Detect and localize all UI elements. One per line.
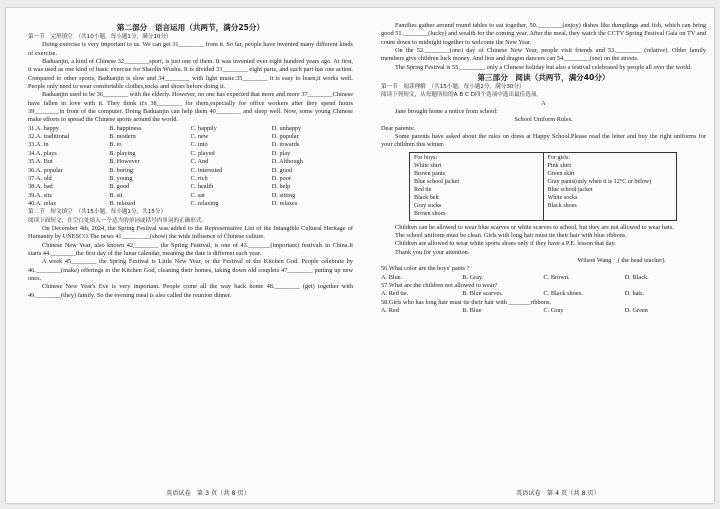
answer-choice: B. Blue — [462, 307, 482, 314]
section-title: 第一节 完形填空 （共10小题，每小题1分，满分10分） — [28, 34, 172, 40]
signature: Wilson Wang ( the head teacher). — [577, 256, 666, 264]
page-footer-right: 英语试卷 第 4 页（共 8 页） — [516, 490, 600, 497]
option-choice: 35.A. But — [28, 158, 53, 166]
cloze-paragraph: Doing exercise is very important to us. We can get 31________ from it. So far, people have invented many different kinds of exercise. — [28, 41, 353, 57]
question-options — [381, 274, 706, 282]
option-choice: C. sat — [190, 191, 205, 199]
question-stem: 57.What are the children not allowed to wear? — [381, 281, 498, 289]
part-title: 第二部分 语言运用（共两节，满分25分） — [116, 23, 265, 32]
option-choice: B. young — [109, 174, 133, 182]
option-choice: C. into — [190, 141, 208, 149]
girls-uniform-item: Pink shirt — [547, 162, 572, 169]
boys-uniform-item: Black belt — [414, 195, 439, 202]
girls-uniform-item: Gray pants(only when it is 12°C.or below) — [547, 179, 652, 186]
option-choice: B. good — [109, 183, 130, 191]
fill-paragraph: On December 4th, 2024, the Spring Festival was added to the Representative List of the Intangible Cultural Heritage of Humanity by UNESCO.The news 41_________(show) the wide influence of Chinese culture. — [28, 224, 353, 241]
uniform-table — [409, 152, 677, 221]
question-stem: 58.Girls who has long hair must tie their hair with _______ribbons. — [381, 298, 551, 306]
left-page — [28, 22, 353, 300]
notice-rule: Children are allowed to wear white sports shoes only if they have a P.E. lesson that day. — [395, 240, 616, 248]
girls-uniform-item: Green skirt — [547, 171, 575, 177]
questions — [381, 265, 706, 315]
option-row — [28, 133, 353, 141]
option-choice: C. played — [190, 149, 215, 157]
option-choice: D. Although — [271, 158, 303, 166]
answer-choice: C. Gray — [543, 307, 564, 314]
option-row — [28, 192, 353, 200]
girls-uniform-item: For girls: — [547, 154, 571, 161]
boys-uniform-item: For boys: — [414, 154, 438, 161]
boys-uniform-item: Brown shoes — [414, 211, 446, 218]
option-row — [28, 167, 353, 175]
girls-uniform-item: White socks — [547, 195, 578, 202]
girls-uniform-item: Black shoes — [547, 203, 577, 210]
option-choice: D. towards — [271, 141, 300, 149]
option-choice: 37.A. old — [28, 174, 52, 182]
boys-uniform-item: Brown pants — [414, 171, 445, 177]
answer-choice: B. Gray. — [462, 273, 484, 281]
question-options — [381, 290, 706, 298]
fill-paragraph: Families gather around round tables to eat together, 50.________(enjoy) dishes like dumplings and fish, which can bring good 51.________(lucky) and wealth for the coming year. After the meal, they watch the CCTV Spring Festival Gala on TV and count down to midnight together to welcome the New Year. — [381, 22, 706, 46]
option-choice: B. sit — [109, 191, 123, 199]
fill-paragraph: A week 45________ the Spring Festival is Little New Year, or the Festival of the Kitchen God. People celebrate by 46.________(make) offerings to the Kitchen God, cleaning their homes, taking down old couplets 47________ putting up new ones. — [28, 258, 353, 282]
notice-title: School Uniform Rules. — [514, 116, 573, 124]
answer-choice: A. Red tie. — [381, 290, 409, 298]
salutation: Dear parents: — [381, 124, 415, 132]
option-choice: B. happiness — [109, 124, 142, 132]
notice-rule: Children can be allowed to wear blue scarves or white scarves to school, but they are not allowed to wear hats. — [395, 223, 674, 231]
option-choice: 38.A. bad — [28, 183, 53, 191]
boys-uniform-item: Red tie — [414, 187, 432, 194]
option-choice: D. popular — [271, 133, 299, 141]
option-choice: C. new — [190, 133, 209, 141]
option-choice: C. And — [190, 158, 209, 166]
notice-rules — [381, 224, 706, 257]
option-choice: C. rich — [190, 174, 208, 182]
section-instruction: 阅读下列短文，从每题所给的A B C D四个选项中选出最佳选项。 — [381, 92, 543, 99]
question-options — [381, 307, 706, 315]
option-row — [28, 200, 353, 208]
option-choice: 33.A. in — [28, 141, 49, 149]
option-choice: B. relaxed — [109, 199, 136, 207]
exam-sheet — [6, 8, 714, 503]
option-choice: 31.A. happy — [28, 124, 59, 132]
section-title: 第二节 短文填空 （共15小题，每小题1分，共15分） — [28, 209, 167, 216]
option-choice: B. to — [109, 141, 122, 149]
option-row — [28, 150, 353, 158]
option-choice: C. interested — [190, 166, 223, 174]
option-choice: 32.A. traditional — [28, 133, 70, 141]
option-row — [28, 141, 353, 149]
fill-paragraph: The Spring Festival is 55.________ only a Chinese holiday but also a festival celebrated by people all over the world. — [395, 63, 692, 71]
fill-passage-cont — [381, 22, 706, 72]
boys-uniform-item: Blue school jacket — [414, 179, 460, 186]
option-choice: B. modern — [109, 133, 136, 141]
answer-choice: D. hats. — [624, 290, 645, 298]
option-choice: 34.A. plays — [28, 149, 57, 157]
option-row — [28, 125, 353, 133]
answer-choice: A. Blue. — [381, 273, 403, 281]
option-choice: D. sitting — [271, 191, 296, 199]
cloze-paragraph: Baduanjin, a kind of Chinese 32________sport, is just one of them. It was invented over eight hundred years ago. At first, it was used as one kind of basic exercise for Shaolin Wushu. It is divided 33________ eight parts, and each part has one action. Compared to other sports, Baduanjin is slow and 34________ with light music.35________ it is easy to learn,it works well. People only need to wear comfortable clothes,socks and shoes before doing it. — [28, 58, 353, 91]
fill-paragraph: Chinese New Year, also known 42________ the Spring Festival, is one of 43._______(important) festivals in China.It starts 44.________the first day of the lunar calendar, meaning the date is different each year. — [28, 241, 353, 257]
page-footer-left: 英语试卷 第 3 页（共 8 页） — [166, 490, 250, 497]
notice-paragraph: Some parents have asked about the rules on dress at Happy School.Please read the letter and buy the right uniforms for your children this winter. — [381, 133, 706, 149]
answer-choice: C. Brown. — [543, 273, 570, 281]
part-title: 第三部分 阅读（共两节，满分40分） — [477, 73, 610, 83]
notice-rule: Thank you for your attention. — [395, 248, 470, 256]
option-choice: 36.A. popular — [28, 166, 63, 174]
option-row — [28, 183, 353, 191]
option-row — [28, 158, 353, 166]
option-choice: B. playing — [109, 149, 136, 157]
answer-choice: B. Blue scarves. — [462, 290, 504, 298]
answer-choice: C. Black shoes. — [543, 290, 583, 298]
option-choice: D. good — [271, 166, 293, 174]
option-choice: D. help — [271, 183, 291, 191]
answer-choice: D. Green — [624, 307, 648, 314]
notice-rule: The school uniform must be clean. Girls with long hair must tie their hair with blue ribbons. — [395, 231, 627, 239]
question-stem: 56.What color are the boys' pants ? — [381, 265, 470, 273]
boys-uniform-item: Gray socks — [414, 203, 442, 210]
answer-choice: A. Red — [381, 307, 399, 314]
fill-paragraph: Chinese New Year's Eve is very important. People come all the way back home 48.________ (get) together with 49.________(they) family. So the evening meal is also called the reunion dinner. — [28, 283, 353, 299]
cloze-paragraph: Baduanjin used to be 36________ with the elderly. However, no one has expected that more and more 37________Chinese have fallen in love with it. They think it's 38________ for them,especially for office workers after they spend hours 39________in front of the computer. Doing Baduanjin can help them 40________ and sleep well. Now, some young Chinese make efforts to spread the Chinese sports around the world. — [28, 91, 353, 124]
boys-uniform-cell — [410, 152, 544, 220]
option-choice: D. play — [271, 149, 291, 157]
fill-passage — [28, 225, 353, 300]
option-choice: 40.A. relax — [28, 199, 57, 207]
option-choice: 39.A. sits — [28, 191, 52, 199]
cloze-passage — [28, 41, 353, 124]
option-choice: C. health — [190, 183, 214, 191]
option-choice: D. relaxes — [271, 199, 298, 207]
option-choice: D. poor — [271, 174, 291, 182]
option-choice: B. However — [109, 158, 140, 166]
section-title: 第一节 阅读理解 （共15小题，每小题2分，满分30分） — [381, 84, 525, 91]
option-row — [28, 175, 353, 183]
passage-letter: A — [541, 99, 546, 107]
option-choice: C. happily — [190, 124, 217, 132]
option-choice: B. boring — [109, 166, 134, 174]
option-choice: D. unhappy — [271, 124, 302, 132]
option-choice: C. relaxing — [190, 199, 219, 207]
section-instruction: 阅读下面短文，在空白处填入一个适当的单词或括号内单词的正确形式。 — [28, 217, 208, 224]
fill-paragraph: On the 52.________(one) day of Chinese New Year, people visit friends and 53.________ (relative). Older family members give children luck money. And lion and dragon dancers can 54.________(see) on the streets. — [381, 47, 706, 63]
boys-uniform-item: White shirt — [414, 162, 442, 169]
passage-intro: Jane brought home a notice from school: — [395, 108, 498, 116]
girls-uniform-item: Blue school jacket — [547, 187, 593, 194]
answer-choice: D. Black. — [624, 273, 649, 281]
right-page — [381, 22, 706, 315]
cloze-options — [28, 125, 353, 208]
girls-uniform-cell — [543, 152, 677, 220]
